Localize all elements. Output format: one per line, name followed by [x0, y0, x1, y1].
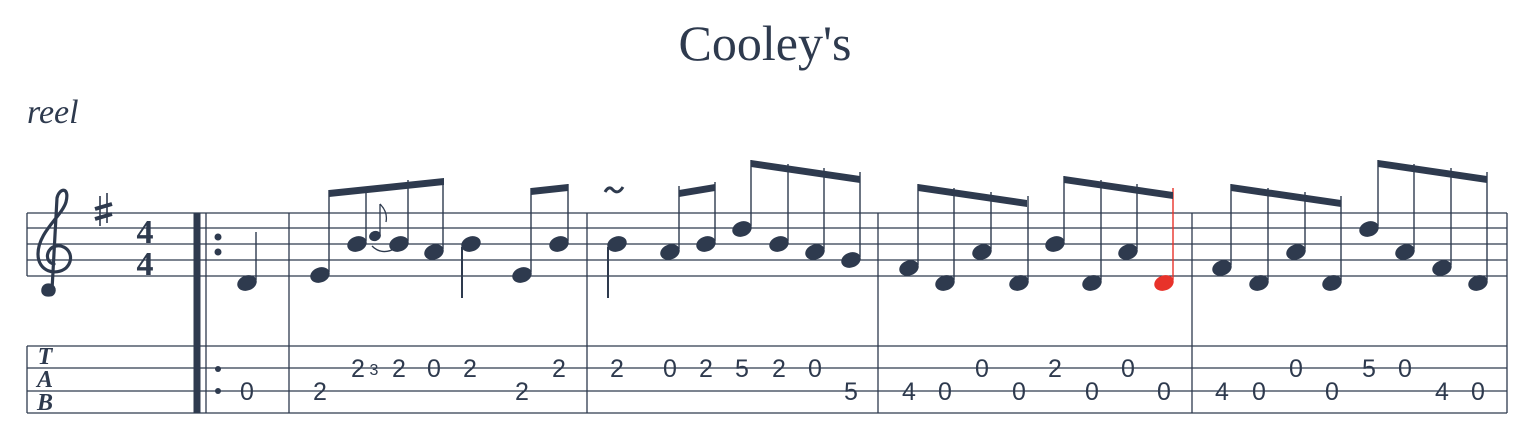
- tab-number: 0: [975, 355, 989, 383]
- tab-number-grace: 3: [369, 362, 379, 379]
- beam: [1064, 176, 1173, 199]
- tab-number: 4: [1435, 378, 1449, 406]
- tab-number: 5: [1362, 355, 1376, 383]
- tab-number: 2: [463, 355, 477, 383]
- tab-number: 2: [699, 355, 713, 383]
- treble-clef-icon: [38, 190, 71, 296]
- tab-header-b: B: [36, 390, 54, 416]
- tab-number: 0: [1471, 378, 1485, 406]
- repeat-sign: [215, 234, 222, 395]
- tab-number: 0: [808, 355, 822, 383]
- beam: [329, 178, 444, 197]
- tab-number: 4: [1215, 378, 1229, 406]
- beam: [679, 184, 715, 197]
- tab-number: 2: [772, 355, 786, 383]
- tab-number: 4: [902, 378, 916, 406]
- tab-number: 0: [1252, 378, 1266, 406]
- tab-number: 0: [1325, 378, 1339, 406]
- tab-number: 2: [515, 378, 529, 406]
- time-signature-bottom: 4: [136, 246, 154, 283]
- tab-header-a: A: [36, 367, 54, 393]
- tab-number: 0: [1121, 355, 1135, 383]
- tab-number: 0: [663, 355, 677, 383]
- tab-number: 2: [351, 355, 365, 383]
- tab-number: 5: [844, 378, 858, 406]
- beam: [531, 184, 568, 195]
- roll-ornament-icon: [605, 187, 623, 192]
- tab-number: 0: [1398, 355, 1412, 383]
- tab-number: 2: [552, 355, 566, 383]
- tab-number: 2: [610, 355, 624, 383]
- staff: [27, 213, 1507, 276]
- score-title: Cooley's: [678, 15, 852, 71]
- tab-number: 2: [1048, 355, 1062, 383]
- beam: [918, 184, 1027, 207]
- time-signature-top: 4: [136, 214, 154, 251]
- tab-number: 0: [938, 378, 952, 406]
- tab-number: 0: [1157, 378, 1171, 406]
- beam: [751, 160, 860, 183]
- tab-number: 0: [1012, 378, 1026, 406]
- tab-number: 0: [427, 355, 441, 383]
- beam: [1231, 184, 1341, 207]
- tab-number: 5: [735, 355, 749, 383]
- tempo-marking: reel: [27, 94, 79, 131]
- tab-number: 2: [392, 355, 406, 383]
- tab-number: 0: [240, 378, 254, 406]
- notes: [235, 160, 1490, 298]
- tab-numbers: [240, 355, 1485, 406]
- tab-header-t: T: [37, 344, 53, 370]
- tab-number: 0: [1085, 378, 1099, 406]
- sharp-icon: [95, 193, 112, 226]
- tab-number: 0: [1289, 355, 1303, 383]
- tab-number: 2: [313, 378, 327, 406]
- beam: [1378, 160, 1487, 183]
